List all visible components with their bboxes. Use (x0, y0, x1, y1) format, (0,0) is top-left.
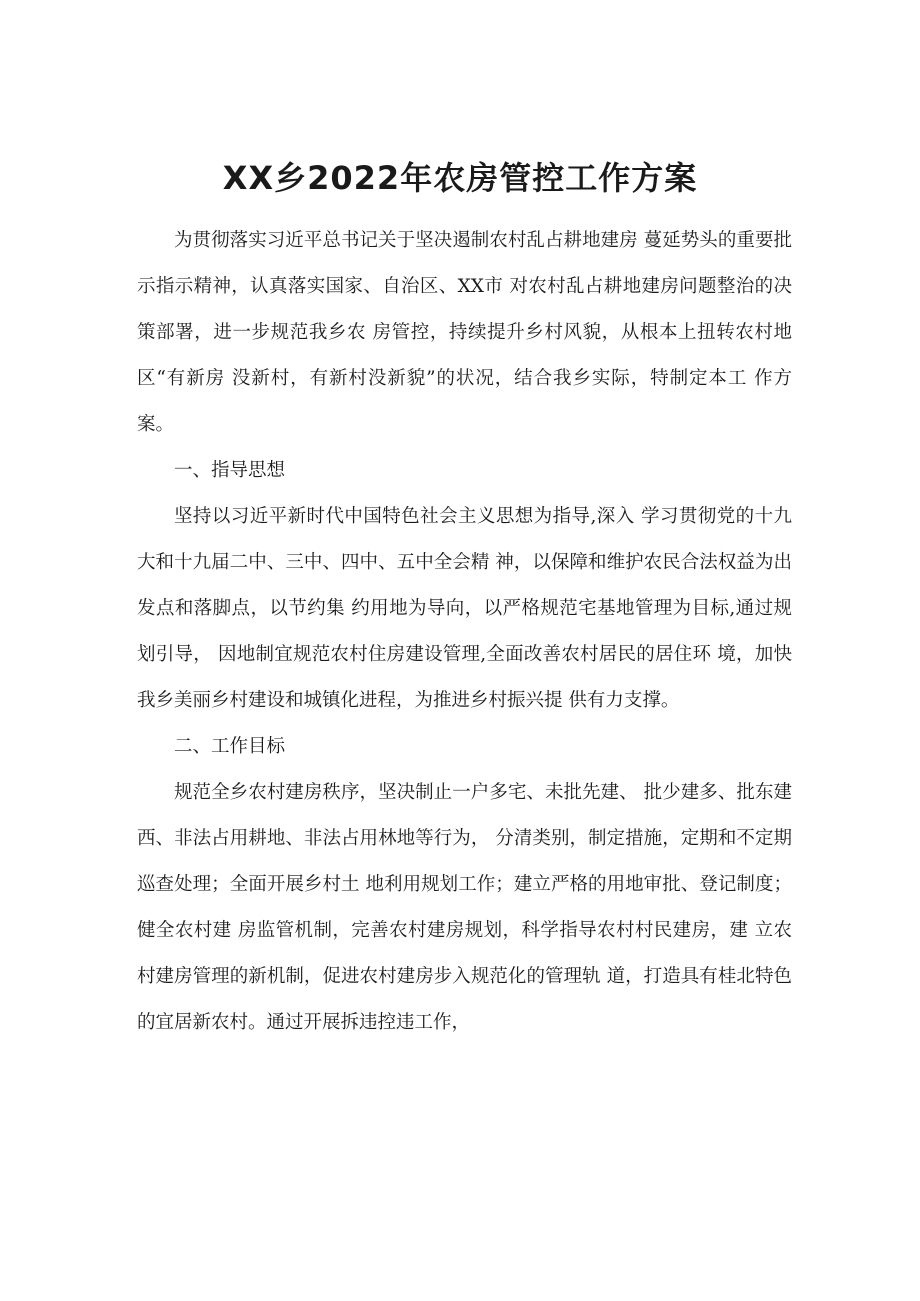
section-body-guiding-ideology: 坚持以习近平新时代中国特色社会主义思想为指导,深入 学习贯彻党的十九大和十九届二中、三中、四中、五中全会精 神，以保障和维护农民合法权益为出发点和落脚点，以节约集 约用地为导向，以严格规范宅基地管理为目标,通过规划引导， 因地制宜规范农村住房建设管理,全面改善农村居民的居住环 境，加快我乡美丽乡村建设和城镇化进程，为推进乡村振兴提 供有力支撑。 (137, 506, 792, 711)
section-heading-work-goals: 二、工作目标 (174, 736, 286, 757)
intro-paragraph: 为贯彻落实习近平总书记关于坚决遏制农村乱占耕地建房 蔓延势头的重要批示指示精神，认真落实国家、自治区、XX市 对农村乱占耕地建房问题整治的决策部署，进一步规范我乡农 房管控，持续提升乡村风貌，从根本上扭转农村地区“有新房 没新村，有新村没新貌”的状况，结合我乡实际，特制定本工 作方案。 (137, 230, 792, 435)
document-title: XX乡2022年农房管控工作方案 (222, 159, 698, 197)
section-body-work-goals: 规范全乡农村建房秩序，坚决制止一户多宅、未批先建、 批少建多、批东建西、非法占用耕地、非法占用林地等行为， 分清类别，制定措施，定期和不定期巡查处理；全面开展乡村土 地利用规划工作；建立严格的用地审批、登记制度；健全农村建 房监管机制，完善农村建房规划，科学指导农村村民建房，建 立农村建房管理的新机制，促进农村建房步入规范化的管理轨 道，打造具有桂北特色的宜居新农村。通过开展拆违控违工作， (137, 782, 792, 1033)
document-body (137, 218, 792, 1046)
section-heading-guiding-ideology: 一、指导思想 (174, 460, 286, 481)
